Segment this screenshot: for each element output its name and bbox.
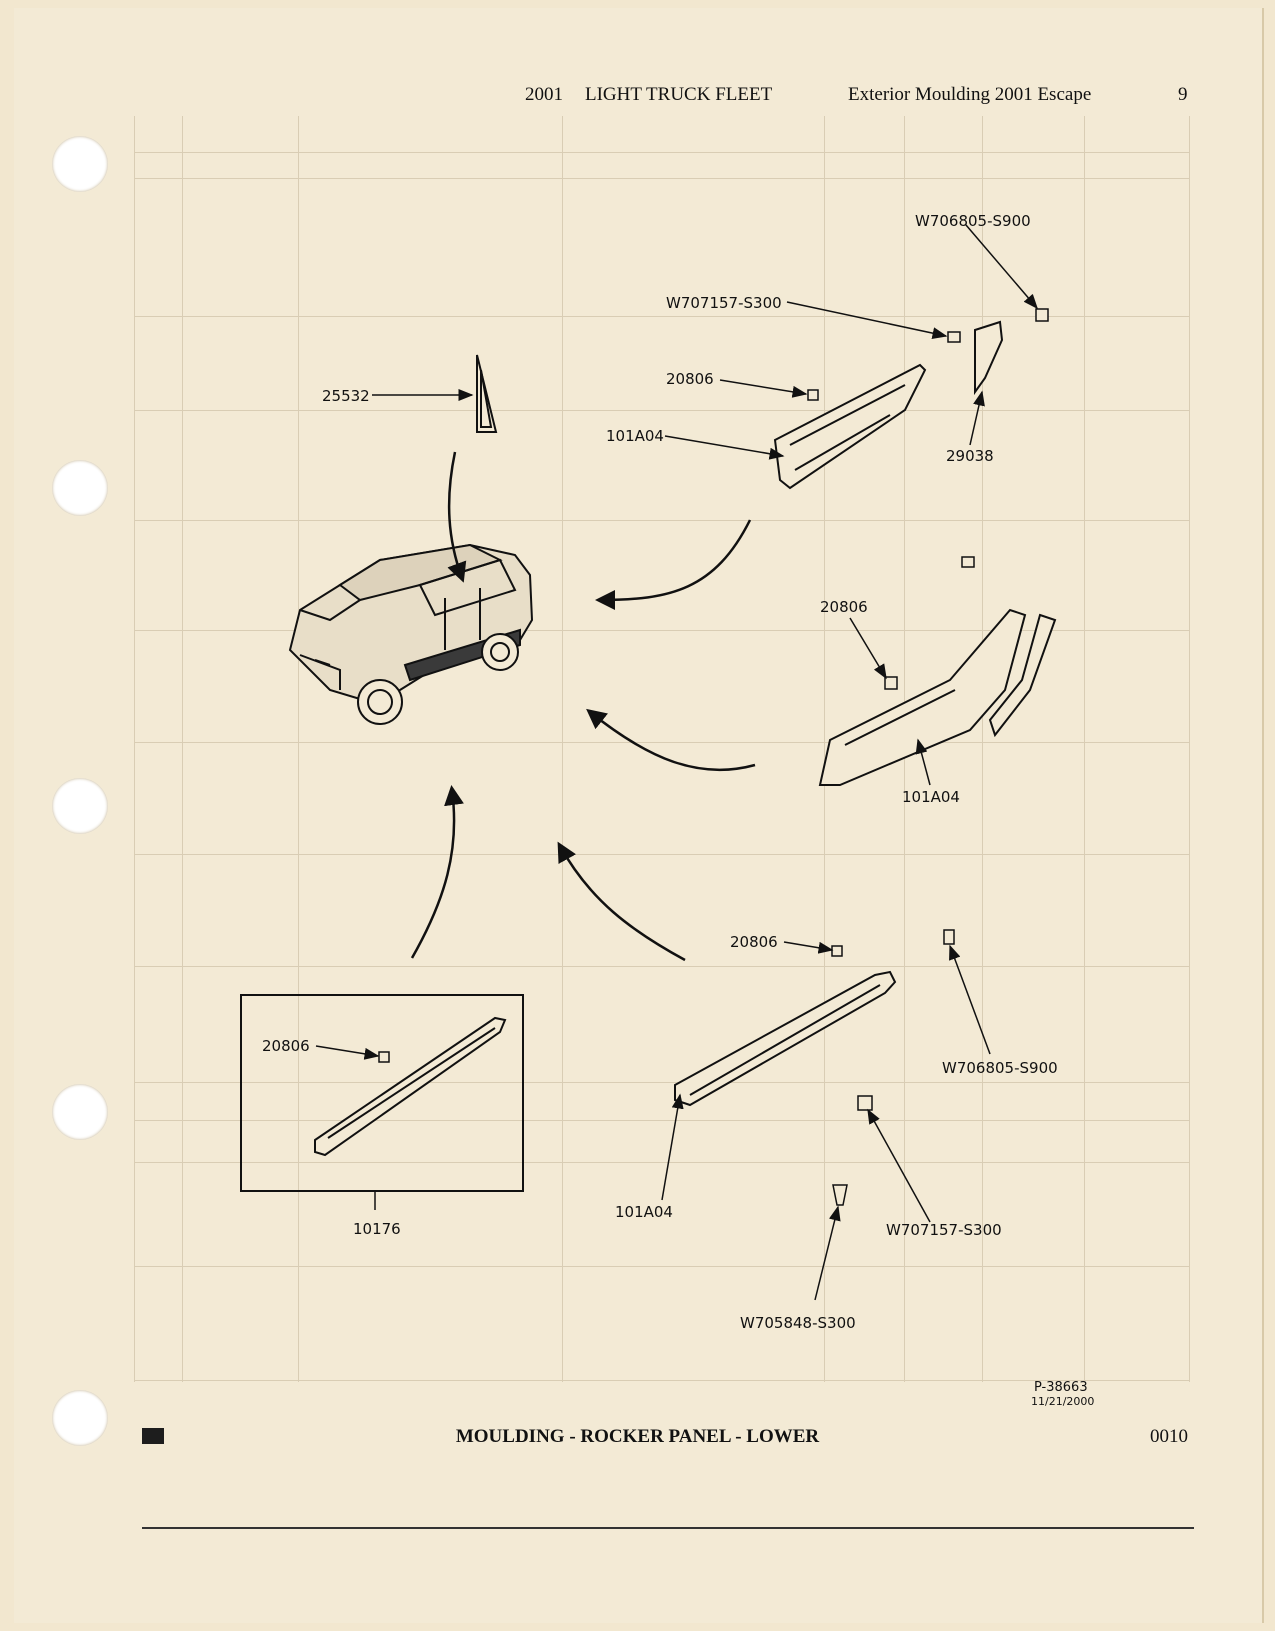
fastener-clip-top [808, 309, 1048, 400]
callout-20806-top: 20806 [666, 370, 714, 388]
part-29038-moulding [975, 322, 1002, 392]
part-25532-applique [477, 355, 496, 432]
inset-frame [241, 995, 523, 1191]
callout-w707157-low: W707157-S300 [886, 1221, 1002, 1239]
callout-w706805-low: W706805-S900 [942, 1059, 1058, 1077]
part-101a04-front-door-moulding [675, 972, 895, 1105]
callout-w705848: W705848-S300 [740, 1314, 856, 1332]
callout-20806-low: 20806 [730, 933, 778, 951]
fastener-clip-low [832, 930, 954, 1205]
callout-101a04-mid: 101A04 [902, 788, 960, 806]
callout-w707157-top: W707157-S300 [666, 294, 782, 312]
callout-25532: 25532 [322, 387, 370, 405]
illustration-number: P-38663 [1034, 1380, 1088, 1395]
vehicle-illustration [290, 545, 532, 724]
part-101a04-rocker-panel [820, 610, 1055, 785]
header-section: Exterior Moulding 2001 Escape [848, 84, 1092, 105]
header-year: 2001 [525, 84, 563, 105]
callout-101a04-top: 101A04 [606, 427, 664, 445]
callout-101a04-low: 101A04 [615, 1203, 673, 1221]
part-10176-front-door-moulding [315, 1018, 505, 1155]
callout-w706805-top: W706805-S900 [915, 212, 1031, 230]
footer-code: 0010 [1150, 1426, 1188, 1447]
footer-title: MOULDING - ROCKER PANEL - LOWER [455, 1426, 820, 1447]
callout-10176: 10176 [353, 1220, 401, 1238]
header-fleet: LIGHT TRUCK FLEET [585, 84, 773, 105]
callout-20806-inset: 20806 [262, 1037, 310, 1055]
fastener-clip-inset [379, 1052, 389, 1062]
callout-29038: 29038 [946, 447, 994, 465]
part-101a04-rear-moulding [775, 365, 925, 488]
header-page-number: 9 [1178, 84, 1188, 105]
bottom-rule [142, 1527, 1194, 1529]
illustration-date: 11/21/2000 [1031, 1395, 1095, 1408]
callout-20806-mid: 20806 [820, 598, 868, 616]
